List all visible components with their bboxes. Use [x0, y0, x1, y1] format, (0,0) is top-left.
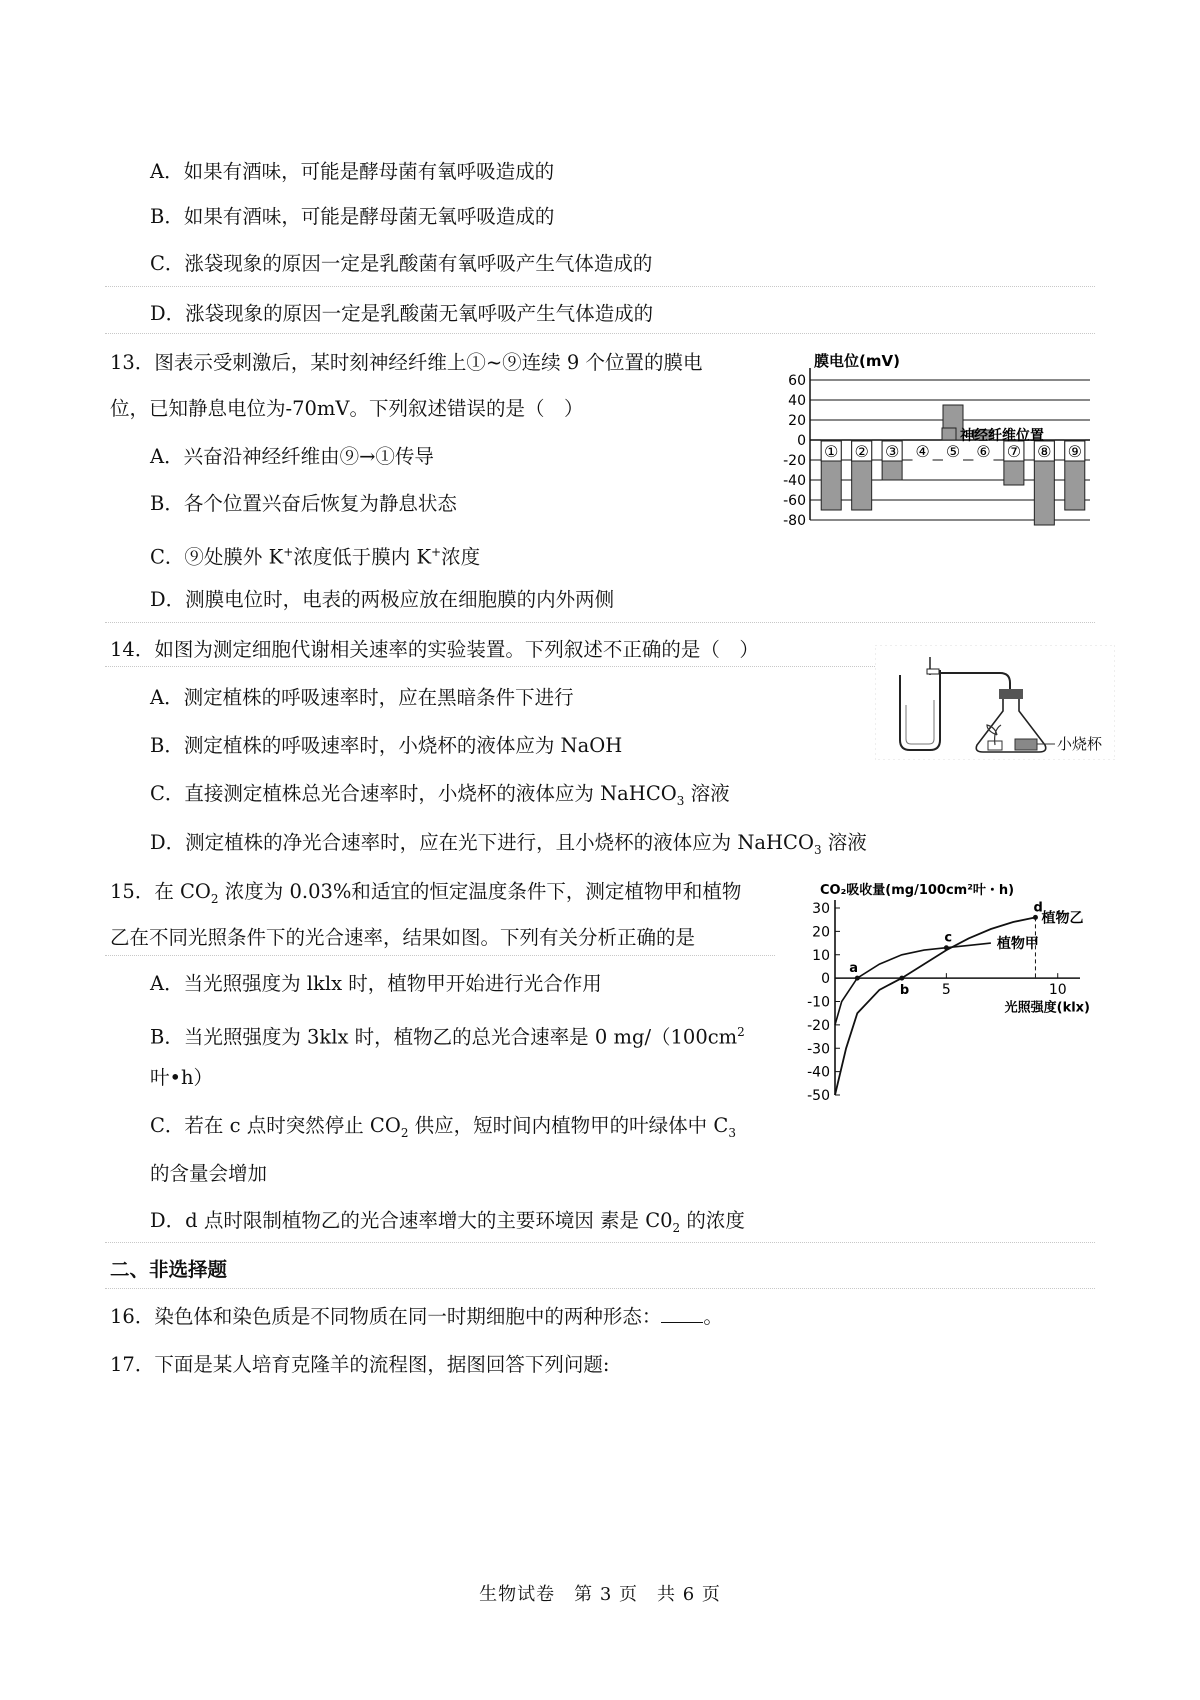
y-axis-label: CO₂吸收量(mg/100cm²叶・h) — [820, 883, 1015, 898]
divider — [105, 1288, 1095, 1289]
point-label: c — [944, 930, 953, 946]
q15-stem-line2: 乙在不同光照条件下的光合速率，结果如图。下列有关分析正确的是 — [110, 926, 696, 949]
q13-stem-line2: 位，已知静息电位为-70mV。下列叙述错误的是（ ） — [110, 397, 584, 420]
point-marker — [1033, 915, 1038, 920]
q12-option-c: C．涨袋现象的原因一定是乳酸菌有氧呼吸产生气体造成的 — [150, 252, 653, 275]
y-tick-label: -20 — [807, 1017, 830, 1034]
y-tick-label: -10 — [807, 994, 830, 1011]
q15-option-d: D．d 点时限制植物乙的光合速率增大的主要环境因 素是 $C0_2$ 的浓度 — [150, 1209, 745, 1235]
q15-option-c-line1: C．若在 c 点时突然停止 $CO_2$ 供应，短时间内植物甲的叶绿体中 $C_3$ — [150, 1114, 736, 1140]
answer-blank[interactable] — [661, 1304, 703, 1323]
q14-option-b: B．测定植株的呼吸速率时，小烧杯的液体应为 NaOH — [150, 734, 623, 757]
category-label: ④ — [915, 442, 930, 461]
y-tick-label: -50 — [807, 1088, 830, 1104]
x-tick-label: 5 — [941, 982, 951, 999]
q12-option-d: D．涨袋现象的原因一定是乳酸菌无氧呼吸产生气体造成的 — [150, 302, 654, 325]
q13-stem-line1: 13．图表示受刺激后，某时刻神经纤维上①~⑨连续 9 个位置的膜电 — [110, 351, 703, 374]
y-tick-label: -80 — [783, 513, 806, 529]
y-tick-label: 20 — [788, 413, 806, 429]
y-tick-label: 0 — [797, 433, 806, 449]
divider — [105, 333, 1095, 334]
y-tick-label: -30 — [807, 1041, 830, 1058]
category-label: ③ — [884, 442, 900, 461]
x-tick-label: 10 — [1048, 982, 1067, 999]
q15-option-c-line2: 的含量会增加 — [150, 1162, 268, 1185]
q13-option-a: A．兴奋沿神经纤维由⑨→①传导 — [150, 445, 434, 468]
q13-option-b: B．各个位置兴奋后恢复为静息状态 — [150, 492, 457, 515]
q15-stem-line1: 15．在 $CO_2$ 浓度为 0.03%和适宜的恒定温度条件下，测定植物甲和植物 — [110, 880, 742, 906]
point-label: d — [1033, 900, 1043, 916]
divider — [105, 286, 1095, 287]
y-tick-label: -40 — [783, 473, 806, 489]
q12-option-a: A．如果有酒味，可能是酵母菌有氧呼吸造成的 — [150, 160, 555, 183]
q12-option-b: B．如果有酒味，可能是酵母菌无氧呼吸造成的 — [150, 205, 555, 228]
point-marker — [855, 976, 860, 981]
category-label: ① — [824, 442, 839, 461]
divider — [105, 666, 875, 667]
small-beaker-label: 小烧杯 — [1057, 735, 1103, 753]
category-label: ⑨ — [1067, 442, 1082, 461]
y-tick-label: -40 — [807, 1064, 830, 1081]
category-label: ⑥ — [976, 442, 991, 461]
divider — [105, 622, 1095, 623]
series-label: 植物甲 — [996, 936, 1039, 953]
y-tick-label: -60 — [783, 493, 806, 509]
x-axis-label: 光照强度(klx) — [1004, 1000, 1090, 1016]
divider — [105, 1242, 1095, 1243]
legend-label: 神经纤维位置 — [960, 428, 1044, 444]
q14-option-d: D．测定植株的净光合速率时，应在光下进行，且小烧杯的液体应为 NaHCO$_3$ 溶液 — [150, 831, 867, 857]
point-marker — [899, 976, 904, 981]
q17: 17．下面是某人培育克隆羊的流程图，据图回答下列问题: — [110, 1353, 610, 1376]
q14-option-c: C．直接测定植株总光合速率时，小烧杯的液体应为 NaHCO$_3$ 溶液 — [150, 782, 730, 808]
category-label: ⑤ — [945, 442, 961, 461]
category-label: ② — [854, 442, 869, 461]
q16: 16．染色体和染色质是不同物质在同一时期细胞中的两种形态： 。 — [110, 1305, 723, 1328]
q14-option-a: A．测定植株的呼吸速率时，应在黑暗条件下进行 — [150, 686, 574, 709]
y-tick-label: 0 — [821, 971, 830, 988]
q15-option-a: A．当光照强度为 lklx 时，植物甲开始进行光合作用 — [150, 972, 602, 995]
y-tick-label: -20 — [783, 453, 806, 469]
legend-swatch — [942, 428, 956, 440]
point-label: a — [849, 961, 859, 977]
y-tick-label: 30 — [812, 901, 830, 917]
point-marker — [944, 945, 949, 950]
divider — [105, 955, 775, 956]
q15-option-b-line2: 叶•h） — [150, 1066, 214, 1089]
respiration-apparatus-figure — [875, 645, 1115, 760]
y-tick-label: 40 — [788, 393, 806, 409]
membrane-potential-chart — [770, 350, 1100, 530]
page-footer: 生物试卷 第 3 页 共 6 页 — [479, 1584, 721, 1605]
series-label: 植物乙 — [1041, 910, 1084, 927]
photosynthesis-rate-chart — [790, 880, 1100, 1105]
q14-stem: 14．如图为测定细胞代谢相关速率的实验装置。下列叙述不正确的是（ ） — [110, 638, 759, 661]
q13-option-c: C．⑨处膜外 K+浓度低于膜内 K+浓度 — [150, 545, 481, 569]
category-label: ⑦ — [1006, 442, 1022, 461]
q15-option-b-line1: B．当光照强度为 3klx 时，植物乙的总光合速率是 0 $mg/(100cm^2$ — [150, 1025, 745, 1049]
category-label: ⑧ — [1037, 442, 1052, 461]
y-axis-label: 膜电位(mV) — [814, 352, 900, 370]
y-tick-label: 60 — [788, 373, 806, 389]
point-label: b — [899, 983, 910, 999]
y-tick-label: 10 — [812, 947, 830, 964]
y-tick-label: 20 — [812, 924, 830, 941]
section-heading: 二、非选择题 — [110, 1258, 228, 1281]
q13-option-d: D．测膜电位时，电表的两极应放在细胞膜的内外两侧 — [150, 588, 615, 611]
